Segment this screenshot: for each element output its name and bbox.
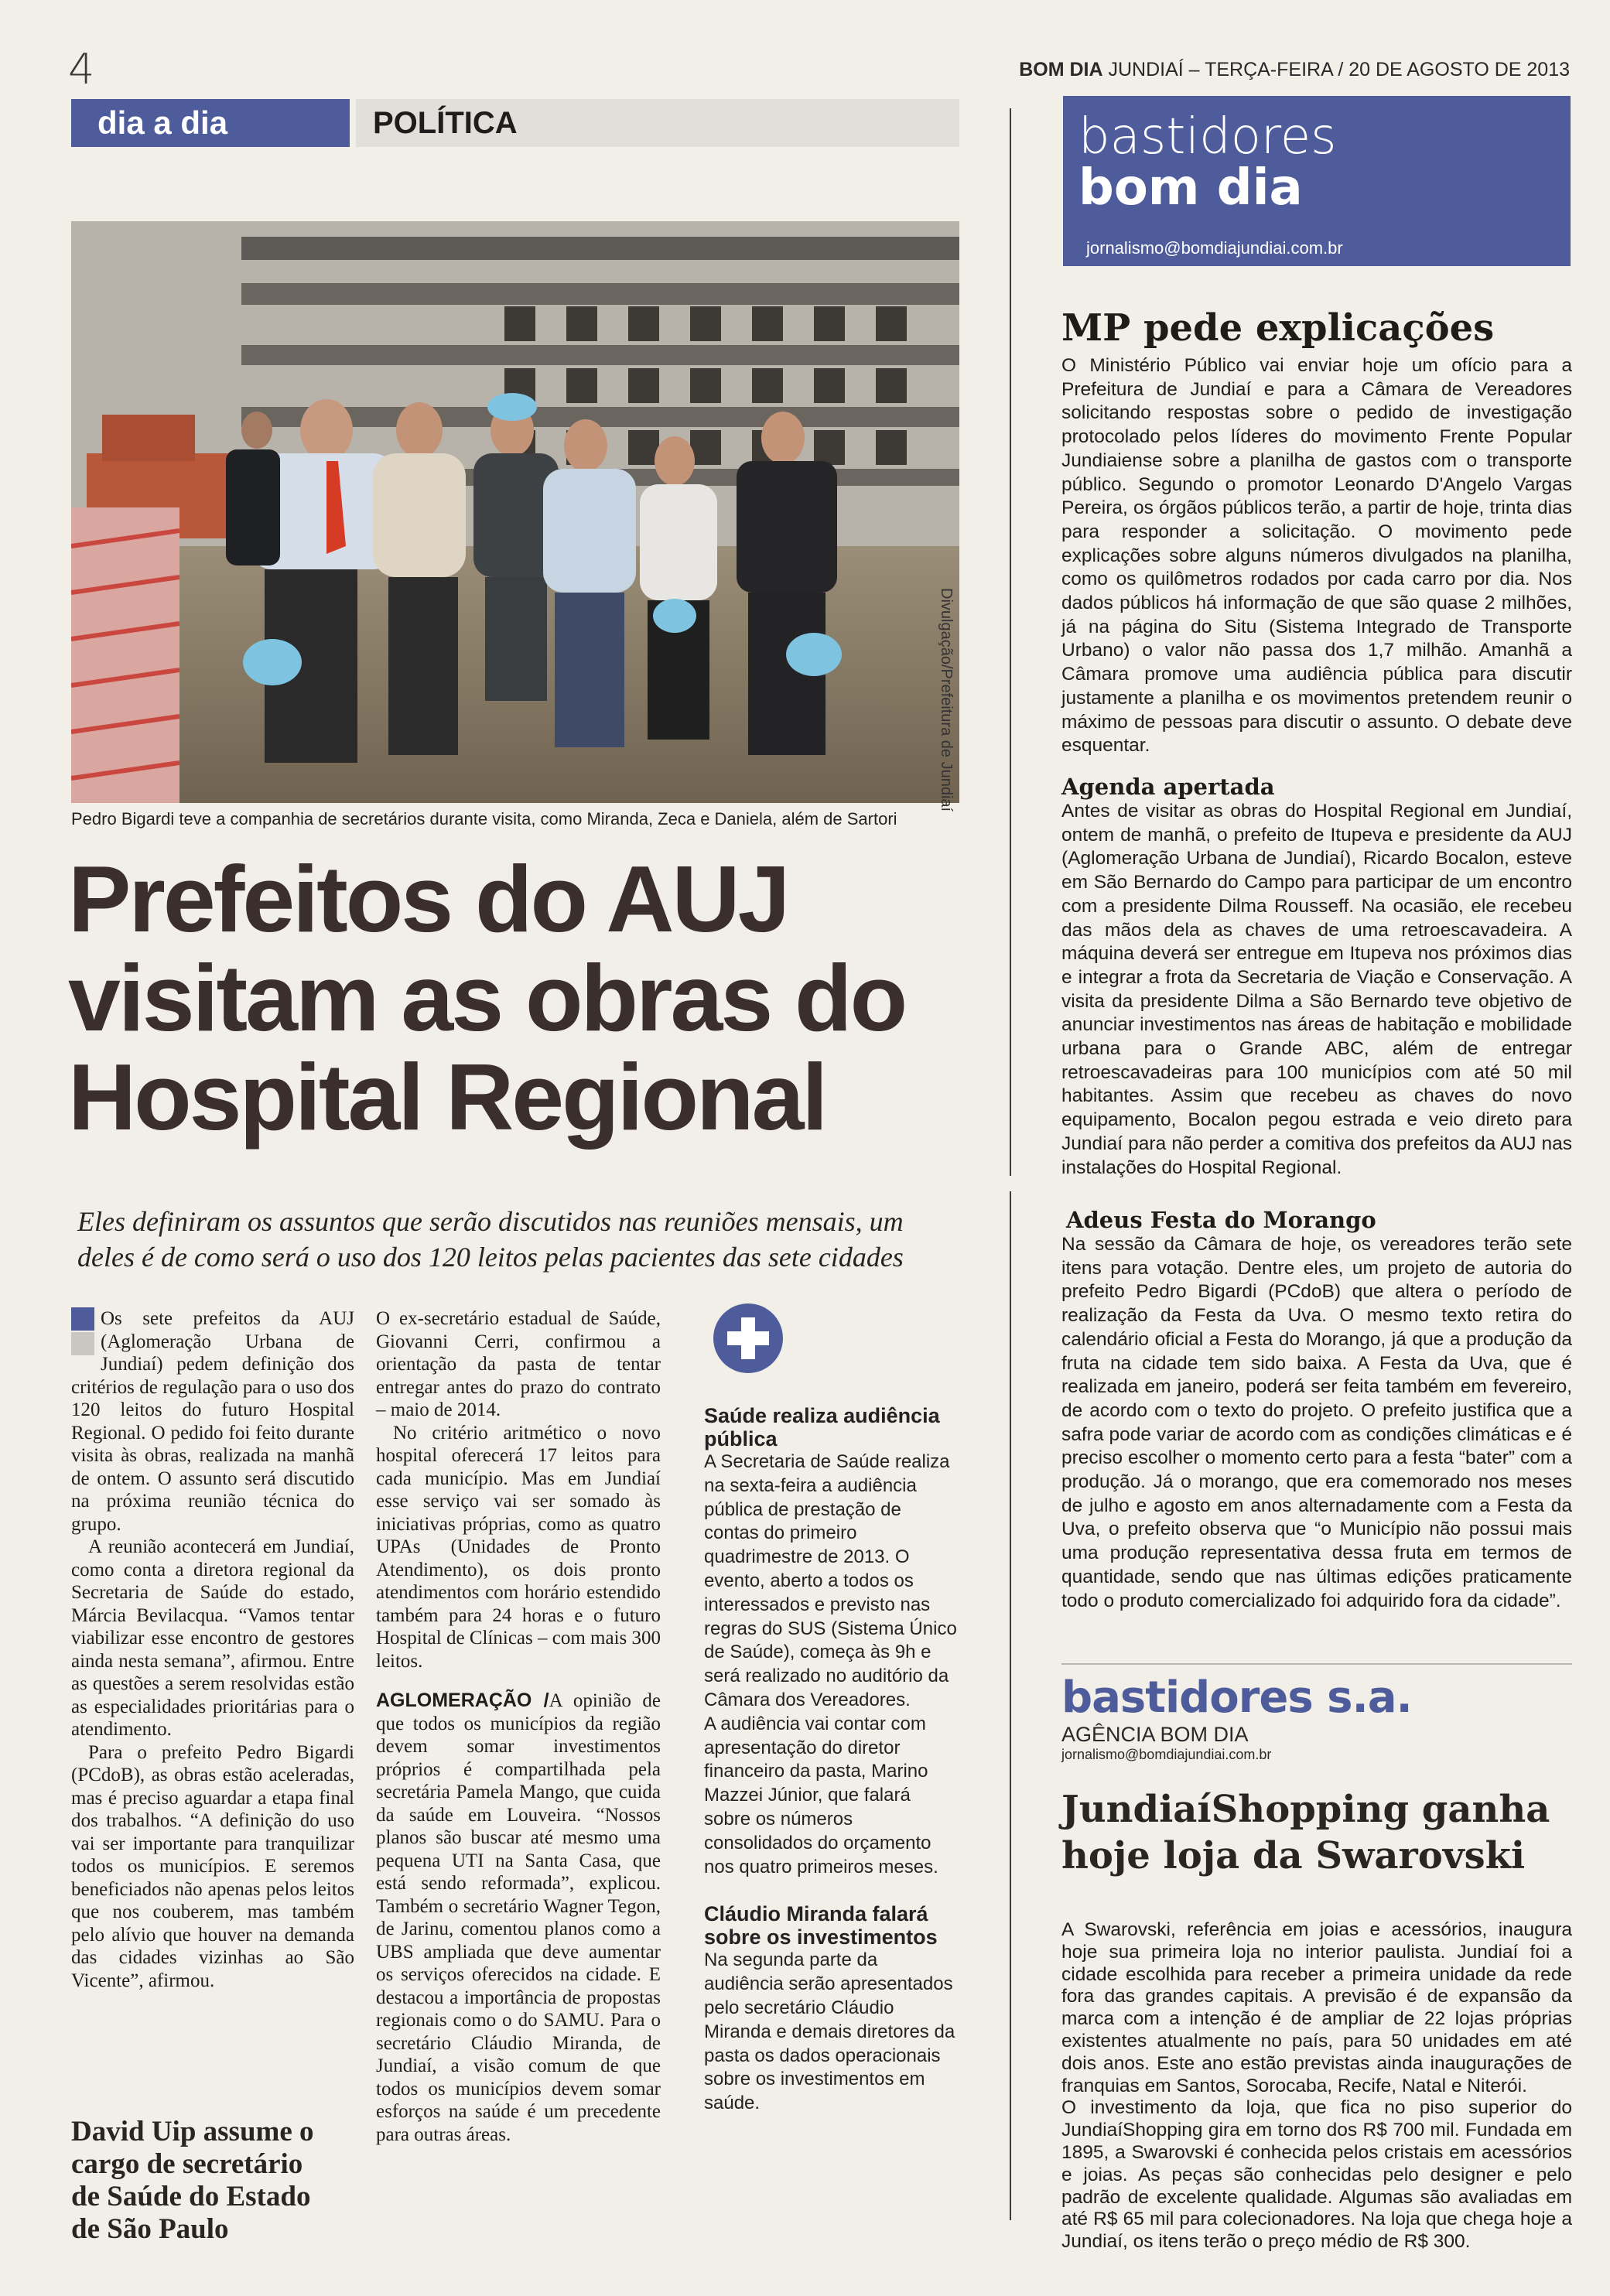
bastidores-item-2 [1061, 774, 1572, 1180]
bastidores-sa [1061, 1672, 1572, 2253]
headline [68, 846, 966, 1150]
section-label: dia a dia [71, 99, 350, 147]
bastidores-email[interactable]: jornalismo@bomdiajundiai.com.br [1086, 238, 1343, 258]
item-title: Adeus Festa do Morango [1066, 1207, 1376, 1233]
photo-credit: Divulgação/Prefeitura de Jundiaí [938, 588, 955, 812]
item-title: MP pede explicações [1061, 306, 1495, 350]
section-divider [1061, 1663, 1572, 1665]
paragraph: O ex-secretário estadual de Saúde, Giovanni Cerri, confirmou a orientação da pasta de tentar entregar antes do prazo do contrato – maio de 2014. [376, 1308, 661, 1420]
bastidores-sa-paragraph-2: O investimento da loja, que fica no piso superior do JundiaíShopping gira em torno dos R$ 700 mil. Fundada em 1895, a Swarovski é conhecida pelos cristais em acessórios e joias. As peças são conhecidas pelo designer e pelo padrão de excelente qualidade. Algumas são avaliadas em até R$ 65 mil para colecionadores. Na loja que chega hoje a Jundiaí, os itens terão o preço médio de R$ 300. [1061, 2097, 1572, 2253]
paragraph: No critério aritmético o novo hospital oferecerá 17 leitos para cada município. Mas em Jundiaí esse serviço vai ser somado às iniciativas próprias, como as quatro UPAs (Unidades de Pronto Atendimento), os dois pronto atendimentos com horário estendido também para 24 horas e o futuro Hospital de Clínicas – com mais 300 leitos. [376, 1422, 661, 1672]
paragraph-aglomeracao [376, 1690, 661, 2146]
item-title: Agenda apertada [1061, 774, 1275, 800]
bastidores-title-2: bom dia [1078, 159, 1303, 217]
paragraph: A reunião acontecerá em Jundiaí, como conta a diretora regional da Secretaria de Saúde do estado, Márcia Bevilacqua. “Vamos tentar viabilizar esse encontro de gestores ainda nesta semana”, afirmou. Entre as questões a serem resolvidas estão as especialidades prioritárias para o atendimento. [71, 1536, 354, 1740]
sidebar-body-1: A Secretaria de Saúde realiza na sexta-feira a audiência pública de prestação de contas do primeiro quadrimestre de 2013. O evento, aberto a todos os interessados e previsto nas regras do SUS (Sistema Único de Saúde), começa às 9h e será realizado no auditório da Câmara dos Vereadores. [704, 1451, 957, 1710]
bastidores-sa-headline: JundiaíShopping ganha hoje loja da Swarovski [1061, 1788, 1550, 1877]
sidebar-title-1: Saúde realiza audiência pública [704, 1404, 940, 1450]
bastidores-sa-agency: AGÊNCIA BOM DIA [1061, 1723, 1249, 1746]
sidebar-body-2: A audiência vai contar com apresentação do diretor financeiro da pasta, Marino Mazzei Júnior, que falará sobre os números consolidados do orçamento nos quatro primeiros meses. [704, 1713, 938, 1877]
headline-line-2: visitam as obras do [68, 945, 906, 1051]
bastidores-sa-email[interactable]: jornalismo@bomdiajundiai.com.br [1061, 1747, 1272, 1762]
bastidores-sa-paragraph-1: A Swarovski, referência em joias e acessórios, inaugura hoje sua primeira loja no interior paulista. Jundiaí foi a cidade escolhida para receber a primeira unidade da rede fora das grandes capitais. A previsão é de expansão da marca com a intenção é de ampliar de 22 lojas próprias existentes atualmente no país, para 50 unidades em até dois anos. Este ano estão previstas ainda inaugurações de franquias em Santos, Sorocaba, Recife, Natal e Niterói. [1061, 1919, 1572, 2096]
lead-square-icon [71, 1307, 94, 1331]
subsection-label: AGLOMERAÇÃO / [376, 1690, 549, 1711]
article-column-1 [71, 1307, 354, 1992]
sidebar-title-2: Cláudio Miranda falará sobre os investimentos [704, 1902, 938, 1949]
sidebar-box [704, 1303, 959, 2116]
headline-line-3: Hospital Regional [68, 1044, 826, 1150]
paragraph: Os sete prefeitos da AUJ (Aglomeração Urbana de Jundiaí) pedem definição dos critérios de regulação para o uso dos 120 leitos do futuro Hospital Regional. O pedido foi feito durante visita às obras, realizada na manhã de ontem. O assunto será discutido na próxima reunião técnica do grupo. [71, 1308, 354, 1535]
article-column-2 [376, 1307, 661, 2146]
sidebar-body-3: Na segunda parte da audiência serão apresentados pelo secretário Cláudio Miranda e demais diretores da pasta os dados operacionais sobre os investimentos em saúde. [704, 1949, 955, 2114]
lead-square-gray-icon [71, 1332, 94, 1355]
item-body: O Ministério Público vai enviar hoje um ofício para a Prefeitura de Jundiaí e para a Câmara de Vereadores solicitando respostas sobre o pedido de investigação protocolado pelos líderes do movimento Frente Popular Jundiaiense sobre a planilha de gastos com o transporte público. Segundo o promotor Leonardo D'Angelo Vargas Pereira, os órgãos públicos terão, a partir de hoje, trinta dias para responder a solicitação. O movimento pede explicações sobre alguns números divulgados na planilha, como os quilômetros rodados por cada carro por dia. Nos dados públicos há informação de que são quase 2 milhões, já na página do Situ (Sistema Integrado de Transporte Urbano) o valor não passa dos 1,7 milhão. Amanhã a Câmara promove uma audiência pública para discutir justamente a planilha e os movimentos pretendem reunir o máximo de pessoas para discutir o assunto. O debate deve esquentar. [1061, 355, 1572, 757]
article-photo [71, 221, 959, 803]
bastidores-item-3 [1061, 1207, 1572, 1613]
column-divider-lower [1010, 1191, 1011, 2220]
page-number: 4 [68, 45, 95, 94]
item-body: Antes de visitar as obras do Hospital Regional em Jundiaí, ontem de manhã, o prefeito de Itupeva e presidente da AUJ (Aglomeração Urbana de Jundiaí), Ricardo Bocalon, esteve em São Bernardo do Campo para participar de um encontro com a presidente Dilma Rousseff. Na ocasião, ele recebeu das mãos dela as chaves de uma retroescavadeira. A máquina deverá ser entregue em Itupeva nos próximos dias e integrar a frota da Secretaria de Viação e Conservação. A visita da presidente Dilma a São Bernardo teve objetivo de anunciar investimentos nas áreas de habitação e mobilidade urbana para o Grande ABC, além de entregar retroescavadeiras para 100 municípios com até 50 mil habitantes. Assim que recebeu as chaves do novo equipamento, Bocalon pegou estrada e veio direto para Jundiaí para não perder a comitiva dos prefeitos da AUJ nas instalações do Hospital Regional. [1061, 801, 1572, 1178]
bastidores-header [1063, 96, 1571, 266]
section-title: POLÍTICA [356, 99, 959, 147]
subhead: Eles definiram os assuntos que serão discutidos nas reuniões mensais, um deles é de como será o uso dos 120 leitos pelas pacientes das sete cidades [77, 1206, 904, 1273]
item-body: Na sessão da Câmara de hoje, os vereadores terão sete itens para votação. Dentre eles, um projeto de autoria do prefeito Pedro Bigardi (PCdoB) que altera o período de realização da Festa da Uva. O mesmo texto retira do calendário oficial a Festa do Morango, já que a produção da fruta na cidade tem sido baixa. A Festa da Uva, que é realizada em janeiro, poderá ser feita também em fevereiro, de acordo com o texto do projeto. O prefeito justifica que a safra pode variar de acordo com as condições climáticas e é preciso escolher o momento certo para a festa “bater” com a produção. Já o morango, que era comemorado nos meses de julho e agosto em anos alternadamente com a Festa da Uva, o prefeito observa que “o Município não possui mais uma produção representativa dessa fruta em termos de quantidade, sendo que nas últimas edições praticamente todo o produto comercializado foi adquirido fora da cidade”. [1061, 1234, 1572, 1611]
photo-caption: Pedro Bigardi teve a companhia de secretários durante visita, como Miranda, Zeca e Daniela, além de Sartori [71, 809, 897, 829]
masthead-date: JUNDIAÍ – TERÇA-FEIRA / 20 DE AGOSTO DE 2013 [1108, 59, 1570, 80]
bastidores-title-1: bastidores [1078, 108, 1337, 166]
masthead-brand: BOM DIA [1019, 59, 1103, 80]
plus-icon [713, 1303, 783, 1373]
headline-line-1: Prefeitos do AUJ [68, 846, 788, 952]
bastidores-item-1 [1061, 306, 1572, 758]
related-headline: David Uip assume o cargo de secretário de Saúde do Estado de São Paulo [71, 2116, 314, 2245]
paragraph: Para o prefeito Pedro Bigardi (PCdoB), as obras estão aceleradas, mas é preciso aguardar a etapa final dos trabalhos. “A definição do uso vai ser importante para tranquilizar todos os municípios. E seremos beneficiados não apenas pelos leitos que nos couberem, mas também pelo alívio que houver na demanda das cidades vizinhas ao São Vicente”, afirmou. [71, 1741, 354, 1991]
paragraph-text: A opinião de que todos os municípios da região devem somar investimentos próprios é compartilhada pela secretária Pamela Mango, que cuida da saúde em Louveira. “Nossos planos são buscar até mesmo uma pequena UTI na Santa Casa, que está sendo reformada”, explicou. Também o secretário Wagner Tegon, de Jarinu, comentou planos como a UBS ampliada que deve aumentar os serviços oferecidos na cidade. E destacou a importância de propostas regionais como o do SAMU. Para o secretário Cláudio Miranda, de Jundiaí, a visão comum de que todos os municípios devem somar esforços na saúde é um precedente para outras áreas. [376, 1690, 661, 2145]
column-divider [1010, 108, 1011, 1176]
masthead [1019, 59, 1570, 81]
bastidores-sa-title: bastidores s.a. [1061, 1672, 1412, 1723]
